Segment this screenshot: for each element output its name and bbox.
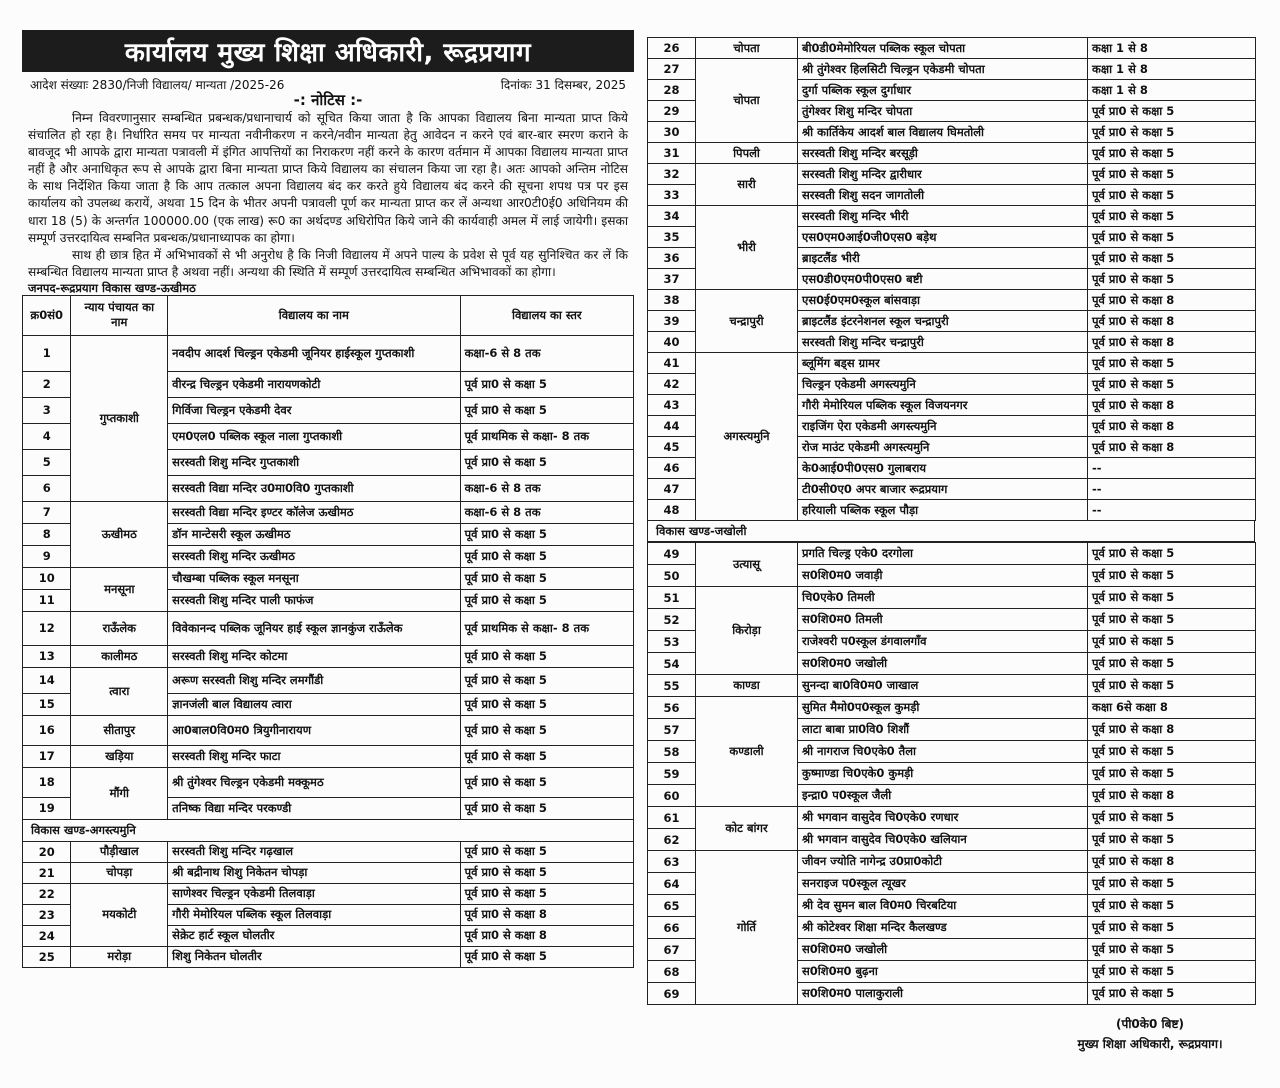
panchayat-name: भीरी xyxy=(696,206,798,290)
serial-number: 39 xyxy=(648,311,696,332)
reference-line xyxy=(22,72,634,90)
school-name: राजेश्वरी प0स्कूल डंगवालगाँव xyxy=(798,631,1088,653)
serial-number: 53 xyxy=(648,631,696,653)
school-level: पूर्व प्रा0 से कक्षा 5 xyxy=(460,841,633,862)
school-name: श्री बद्रीनाथ शिशु निकेतन चोपड़ा xyxy=(168,862,460,883)
panchayat-name: कोट बांगर xyxy=(696,807,798,851)
panchayat-name: चोपड़ा xyxy=(71,862,168,883)
school-level: कक्षा 1 से 8 xyxy=(1088,80,1256,101)
serial-number: 36 xyxy=(648,248,696,269)
school-name: लाटा बाबा प्रा0वि0 शिशौं xyxy=(798,719,1088,741)
school-level: कक्षा-6 से 8 तक xyxy=(460,335,633,371)
serial-number: 51 xyxy=(648,587,696,609)
serial-number: 57 xyxy=(648,719,696,741)
serial-number: 44 xyxy=(648,416,696,437)
school-name: वीरन्द्र चिल्ड्रन एकेडमी नारायणकोटी xyxy=(168,371,460,397)
school-name: सरस्वती शिशु मन्दिर फाटा xyxy=(168,745,460,767)
school-name: ब्राइटलैंड इंटरनेशनल स्कूल चन्द्रापुरी xyxy=(798,311,1088,332)
school-name: विवेकानन्द पब्लिक जूनियर हाई स्कूल ज्ञानकुंज राऊँलेक xyxy=(168,611,460,645)
header-level: विद्यालय का स्तर xyxy=(460,295,633,335)
school-level: पूर्व प्रा0 से कक्षा 5 xyxy=(1088,653,1256,675)
school-level: पूर्व प्रा0 से कक्षा 8 xyxy=(1088,290,1256,311)
serial-number: 37 xyxy=(648,269,696,290)
school-level: पूर्व प्रा0 से कक्षा 5 xyxy=(460,745,633,767)
table-row xyxy=(23,611,634,645)
school-name: एम0एल0 पब्लिक स्कूल नाला गुप्तकाशी xyxy=(168,423,460,449)
serial-number: 10 xyxy=(23,567,71,589)
school-level: पूर्व प्रा0 से कक्षा 5 xyxy=(1088,873,1256,895)
panchayat-name: उत्यासू xyxy=(696,543,798,587)
ukhimath-table xyxy=(22,295,634,820)
serial-number: 6 xyxy=(23,475,71,501)
school-level: पूर्व प्रा0 से कक्षा 8 xyxy=(1088,851,1256,873)
school-level: पूर्व प्रा0 से कक्षा 5 xyxy=(1088,807,1256,829)
school-level: पूर्व प्रा0 से कक्षा 5 xyxy=(1088,631,1256,653)
school-level: पूर्व प्रा0 से कक्षा 5 xyxy=(1088,248,1256,269)
school-level: पूर्व प्रा0 से कक्षा 5 xyxy=(460,715,633,745)
school-name: श्री तुंगेश्वर चिल्ड्रन एकेडमी मक्कूमठ xyxy=(168,767,460,797)
school-name: स0शि0म0 पालाकुराली xyxy=(798,983,1088,1005)
school-name: श्री देव सुमन बाल वि0म0 चिरबटिया xyxy=(798,895,1088,917)
panchayat-name: किरोड़ा xyxy=(696,587,798,675)
school-level: पूर्व प्रा0 से कक्षा 5 xyxy=(460,667,633,693)
serial-number: 29 xyxy=(648,101,696,122)
panchayat-name: कण्डाली xyxy=(696,697,798,807)
school-level: पूर्व प्रा0 से कक्षा 5 xyxy=(460,523,633,545)
serial-number: 42 xyxy=(648,374,696,395)
school-name: राइजिंग ऐरा एकेडमी अगस्त्यमुनि xyxy=(798,416,1088,437)
header-sno: क्र0सं0 xyxy=(23,295,71,335)
school-name: सरस्वती शिशु सदन जागतोली xyxy=(798,185,1088,206)
school-name: एस0एम0आई0जी0एस0 बड़ेथ xyxy=(798,227,1088,248)
serial-number: 34 xyxy=(648,206,696,227)
school-name: श्री कोटेश्वर शिक्षा मन्दिर कैलखण्ड xyxy=(798,917,1088,939)
school-level: पूर्व प्रा0 से कक्षा 5 xyxy=(1088,895,1256,917)
serial-number: 43 xyxy=(648,395,696,416)
school-level: पूर्व प्रा0 से कक्षा 5 xyxy=(460,645,633,667)
serial-number: 30 xyxy=(648,122,696,143)
table-row xyxy=(648,807,1256,829)
table-row xyxy=(648,697,1256,719)
school-level: पूर्व प्रा0 से कक्षा 5 xyxy=(1088,185,1256,206)
school-level: पूर्व प्रा0 से कक्षा 8 xyxy=(1088,311,1256,332)
panchayat-name: सीतापुर xyxy=(71,715,168,745)
panchayat-name: राऊँलेक xyxy=(71,611,168,645)
serial-number: 56 xyxy=(648,697,696,719)
school-level: कक्षा 6से कक्षा 8 xyxy=(1088,697,1256,719)
serial-number: 9 xyxy=(23,545,71,567)
serial-number: 31 xyxy=(648,143,696,164)
school-name: सरस्वती शिशु मन्दिर द्वारीधार xyxy=(798,164,1088,185)
serial-number: 15 xyxy=(23,693,71,715)
school-level: पूर्व प्राथमिक से कक्षा- 8 तक xyxy=(460,423,633,449)
serial-number: 48 xyxy=(648,500,696,521)
serial-number: 17 xyxy=(23,745,71,767)
panchayat-name: चोपता xyxy=(696,38,798,59)
serial-number: 27 xyxy=(648,59,696,80)
left-column xyxy=(22,30,634,1052)
school-name: ज्ञानजंली बाल विद्यालय त्वारा xyxy=(168,693,460,715)
serial-number: 38 xyxy=(648,290,696,311)
serial-number: 46 xyxy=(648,458,696,479)
school-level: पूर्व प्रा0 से कक्षा 5 xyxy=(1088,164,1256,185)
school-level: पूर्व प्रा0 से कक्षा 5 xyxy=(1088,939,1256,961)
table-row xyxy=(648,851,1256,873)
officer-designation: मुख्य शिक्षा अधिकारी, रूद्रप्रयाग। xyxy=(1077,1037,1223,1051)
school-level: पूर्व प्रा0 से कक्षा 5 xyxy=(1088,101,1256,122)
panchayat-name: मनसूना xyxy=(71,567,168,611)
notice-heading: -: नोटिस :- xyxy=(293,91,363,109)
table-row xyxy=(23,667,634,693)
panchayat-name: चोपता xyxy=(696,59,798,143)
table-row xyxy=(648,164,1256,185)
serial-number: 32 xyxy=(648,164,696,185)
serial-number: 65 xyxy=(648,895,696,917)
panchayat-name: खड़िया xyxy=(71,745,168,767)
order-date: दिनांकः 31 दिसम्बर, 2025 xyxy=(500,78,626,92)
serial-number: 69 xyxy=(648,983,696,1005)
school-name: सरस्वती विद्या मन्दिर उ0मा0वि0 गुप्तकाशी xyxy=(168,475,460,501)
serial-number: 22 xyxy=(23,883,71,904)
district-block-title: जनपद-रूद्रप्रयाग विकास खण्ड-ऊखीमठ xyxy=(28,280,196,295)
school-level: पूर्व प्रा0 से कक्षा 8 xyxy=(460,904,633,925)
serial-number: 47 xyxy=(648,479,696,500)
school-level: पूर्व प्रा0 से कक्षा 5 xyxy=(1088,829,1256,851)
school-name: गिर्विजा चिल्ड्रन एकेडमी देवर xyxy=(168,397,460,423)
school-name: सरस्वती शिशु मन्दिर बरसूड़ी xyxy=(798,143,1088,164)
table-row xyxy=(648,206,1256,227)
serial-number: 60 xyxy=(648,785,696,807)
serial-number: 3 xyxy=(23,397,71,423)
right-column xyxy=(647,37,1255,1005)
school-level: -- xyxy=(1088,500,1256,521)
table-row xyxy=(23,841,634,862)
serial-number: 11 xyxy=(23,589,71,611)
school-name: तनिष्क विद्या मन्दिर परकण्डी xyxy=(168,797,460,819)
serial-number: 16 xyxy=(23,715,71,745)
school-level: पूर्व प्रा0 से कक्षा 8 xyxy=(460,925,633,946)
officer-name: (पी0के0 बिष्ट) xyxy=(1116,1017,1184,1031)
table-row xyxy=(648,38,1256,59)
panchayat-name: अगस्त्यमुनि xyxy=(696,353,798,521)
section-agastyamuni: विकास खण्ड-अगस्त्यमुनि xyxy=(22,820,634,841)
serial-number: 7 xyxy=(23,501,71,523)
header-school: विद्यालय का नाम xyxy=(168,295,460,335)
school-level: पूर्व प्रा0 से कक्षा 5 xyxy=(1088,143,1256,164)
panchayat-name: त्वारा xyxy=(71,667,168,715)
school-name: स0शि0म0 जखोली xyxy=(798,939,1088,961)
school-name: चि0एके0 तिमली xyxy=(798,587,1088,609)
serial-number: 28 xyxy=(648,80,696,101)
panchayat-name: मरोड़ा xyxy=(71,946,168,967)
panchayat-name: मयकोटी xyxy=(71,883,168,946)
table-row xyxy=(23,645,634,667)
school-name: स0शि0म0 तिमली xyxy=(798,609,1088,631)
school-name: टी0सी0ए0 अपर बाजार रूद्रप्रयाग xyxy=(798,479,1088,500)
serial-number: 59 xyxy=(648,763,696,785)
order-number: आदेश संख्याः 2830/निजी विद्यालय/ मान्यता /2025-26 xyxy=(30,78,285,92)
table-row xyxy=(23,946,634,967)
serial-number: 52 xyxy=(648,609,696,631)
serial-number: 26 xyxy=(648,38,696,59)
school-name: के0आई0पी0एस0 गुलाबराय xyxy=(798,458,1088,479)
school-name: श्री कार्तिकेय आदर्श बाल विद्यालय घिमतोली xyxy=(798,122,1088,143)
panchayat-name: गोर्ति xyxy=(696,851,798,1005)
serial-number: 4 xyxy=(23,423,71,449)
school-level: पूर्व प्रा0 से कक्षा 5 xyxy=(460,862,633,883)
school-name: बी0डी0मेमोरियल पब्लिक स्कूल चोपता xyxy=(798,38,1088,59)
serial-number: 50 xyxy=(648,565,696,587)
serial-number: 58 xyxy=(648,741,696,763)
school-level: पूर्व प्रा0 से कक्षा 5 xyxy=(460,449,633,475)
school-level: पूर्व प्रा0 से कक्षा 5 xyxy=(460,767,633,797)
serial-number: 2 xyxy=(23,371,71,397)
school-name: दुर्गा पब्लिक स्कूल दुर्गाधार xyxy=(798,80,1088,101)
table-row xyxy=(23,862,634,883)
serial-number: 8 xyxy=(23,523,71,545)
school-level: पूर्व प्रा0 से कक्षा 5 xyxy=(1088,741,1256,763)
school-name: प्रगति चिल्ड्र एके0 दरगोला xyxy=(798,543,1088,565)
school-name: सरस्वती शिशु मन्दिर ऊखीमठ xyxy=(168,545,460,567)
school-level: पूर्व प्रा0 से कक्षा 5 xyxy=(460,883,633,904)
school-level: पूर्व प्रा0 से कक्षा 5 xyxy=(460,946,633,967)
school-level: पूर्व प्रा0 से कक्षा 5 xyxy=(1088,763,1256,785)
school-level: पूर्व प्रा0 से कक्षा 5 xyxy=(1088,983,1256,1005)
serial-number: 19 xyxy=(23,797,71,819)
school-name: स0शि0म0 बुढ़ना xyxy=(798,961,1088,983)
table-row xyxy=(648,143,1256,164)
school-level: पूर्व प्रा0 से कक्षा 5 xyxy=(1088,269,1256,290)
serial-number: 55 xyxy=(648,675,696,697)
serial-number: 67 xyxy=(648,939,696,961)
school-name: आ0बाल0वि0म0 त्रियुगीनारायण xyxy=(168,715,460,745)
panchayat-name: पौड़ीखाल xyxy=(71,841,168,862)
panchayat-name: सारी xyxy=(696,164,798,206)
school-name: सुनन्दा बा0वि0म0 जाखाल xyxy=(798,675,1088,697)
table-row xyxy=(648,675,1256,697)
school-level: पूर्व प्रा0 से कक्षा 5 xyxy=(1088,565,1256,587)
school-level: पूर्व प्रा0 से कक्षा 5 xyxy=(1088,587,1256,609)
school-level: पूर्व प्रा0 से कक्षा 5 xyxy=(1088,675,1256,697)
school-name: श्री नागराज चि0एके0 तैला xyxy=(798,741,1088,763)
serial-number: 68 xyxy=(648,961,696,983)
serial-number: 61 xyxy=(648,807,696,829)
school-name: सरस्वती शिशु मन्दिर भीरी xyxy=(798,206,1088,227)
panchayat-name: पिपली xyxy=(696,143,798,164)
school-name: सरस्वती विद्या मन्दिर इण्टर कॉलेज ऊखीमठ xyxy=(168,501,460,523)
school-name: ब्राइटलैंड भीरी xyxy=(798,248,1088,269)
serial-number: 40 xyxy=(648,332,696,353)
panchayat-name: ऊखीमठ xyxy=(71,501,168,567)
school-name: शिशु निकेतन घोलतीर xyxy=(168,946,460,967)
school-name: हरियाली पब्लिक स्कूल पौड़ा xyxy=(798,500,1088,521)
school-name: स0शि0म0 जखोली xyxy=(798,653,1088,675)
school-name: गौरी मेमोरियल पब्लिक स्कूल तिलवाड़ा xyxy=(168,904,460,925)
table-row xyxy=(23,567,634,589)
school-level: पूर्व प्रा0 से कक्षा 5 xyxy=(460,589,633,611)
panchayat-name: चन्द्रापुरी xyxy=(696,290,798,353)
school-level: कक्षा 1 से 8 xyxy=(1088,59,1256,80)
panchayat-name: कालीमठ xyxy=(71,645,168,667)
table-row xyxy=(648,59,1256,80)
office-title: कार्यालय मुख्य शिक्षा अधिकारी, रूद्रप्रयाग xyxy=(22,30,634,72)
table-row xyxy=(648,543,1256,565)
school-level: पूर्व प्रा0 से कक्षा 5 xyxy=(460,797,633,819)
serial-number: 33 xyxy=(648,185,696,206)
agastyamuni-table-left xyxy=(22,841,634,968)
jakholi-table xyxy=(647,542,1256,1005)
serial-number: 1 xyxy=(23,335,71,371)
school-name: डॉन मान्टेसरी स्कूल ऊखीमठ xyxy=(168,523,460,545)
table-row xyxy=(23,767,634,797)
school-name: एस0ई0एम0स्कूल बांसवाड़ा xyxy=(798,290,1088,311)
panchayat-name: गुप्तकाशी xyxy=(71,335,168,501)
school-level: पूर्व प्रा0 से कक्षा 5 xyxy=(460,567,633,589)
table-row xyxy=(648,587,1256,609)
school-level: पूर्व प्रा0 से कक्षा 5 xyxy=(1088,543,1256,565)
school-level: पूर्व प्रा0 से कक्षा 8 xyxy=(1088,332,1256,353)
school-level: -- xyxy=(1088,458,1256,479)
school-name: जीवन ज्योति नागेन्द्र उ0प्रा0कोटी xyxy=(798,851,1088,873)
school-level: पूर्व प्रा0 से कक्षा 8 xyxy=(1088,719,1256,741)
school-name: सरस्वती शिशु मन्दिर चन्द्रापुरी xyxy=(798,332,1088,353)
school-level: पूर्व प्रा0 से कक्षा 5 xyxy=(1088,917,1256,939)
serial-number: 13 xyxy=(23,645,71,667)
serial-number: 12 xyxy=(23,611,71,645)
table-row xyxy=(23,745,634,767)
school-name: श्री भगवान वासुदेव चि0एके0 खलियान xyxy=(798,829,1088,851)
school-level: पूर्व प्रा0 से कक्षा 5 xyxy=(460,545,633,567)
serial-number: 35 xyxy=(648,227,696,248)
school-level: पूर्व प्रा0 से कक्षा 8 xyxy=(1088,785,1256,807)
school-level: कक्षा-6 से 8 तक xyxy=(460,475,633,501)
school-name: ब्लूमिंग बड्स ग्रामर xyxy=(798,353,1088,374)
school-level: कक्षा 1 से 8 xyxy=(1088,38,1256,59)
school-name: श्री तुंगेश्वर हिलसिटी चिल्ड्रन एकेडमी चोपता xyxy=(798,59,1088,80)
serial-number: 18 xyxy=(23,767,71,797)
school-name: इन्द्रा0 प0स्कूल जैली xyxy=(798,785,1088,807)
notice-paragraph-1: निम्न विवरणानुसार सम्बन्धित प्रबन्धक/प्रधानाचार्य को सूचित किया जाता है कि आपका विद्यालय बिना मान्यता प्राप्त किये संचालित हो रहा है। निर्धारित समय पर मान्यता नवीनीकरण न करने/नवीन मान्यता हेतु आवेदन न करने एवं बार-बार स्मरण कराने के बावजूद भी आपके द्वारा मान्यता पत्रावली में इंगित आपत्तियों का निराकरण नहीं करने के कारण वर्तमान में आपका विद्यालय मान्यता प्राप्त नहीं है और अनाधिकृत रूप से आपके द्वारा बिना मान्यता प्राप्त किये विद्यालय का संचालन किया जा रहा है। अतः आपको अन्तिम नोटिस के साथ निर्देशित किया जाता है कि आप तत्काल अपना विद्यालय बंद कर करते हुये विद्यालय बंद करने की सूचना शपथ पत्र पर इस कार्यालय को उपलब्ध करायें, अथवा 15 दिन के भीतर अपनी पत्रावली पूर्ण कर मान्यता प्राप्त कर लें अन्यथा आर0टी0ई0 अधिनियम की धारा 18 (5) के अन्तर्गत 100000.00 (एक लाख) रू0 का अर्थदण्ड अधिरोपित किये जाने की कार्यवाही अमल में लाई जायेगी। इसका सम्पूर्ण उत्तरदायित्व सम्बनित प्रबन्धक/प्रधानाध्यापक का होगा। xyxy=(28,111,628,245)
serial-number: 24 xyxy=(23,925,71,946)
serial-number: 62 xyxy=(648,829,696,851)
serial-number: 41 xyxy=(648,353,696,374)
school-level: पूर्व प्रा0 से कक्षा 8 xyxy=(1088,437,1256,458)
signature-block xyxy=(1040,1014,1260,1054)
serial-number: 23 xyxy=(23,904,71,925)
serial-number: 14 xyxy=(23,667,71,693)
school-name: साणेश्वर चिल्ड्रन एकेडमी तिलवाड़ा xyxy=(168,883,460,904)
table-row xyxy=(23,335,634,371)
table-row xyxy=(648,290,1256,311)
school-level: पूर्व प्रा0 से कक्षा 5 xyxy=(1088,227,1256,248)
school-level: पूर्व प्रा0 से कक्षा 5 xyxy=(1088,353,1256,374)
school-name: अरूण सरस्वती शिशु मन्दिर लमगौंडी xyxy=(168,667,460,693)
table-row xyxy=(23,715,634,745)
school-name: चिल्ड्रन एकेडमी अगस्त्यमुनि xyxy=(798,374,1088,395)
table-row xyxy=(23,501,634,523)
school-name: सेक्रेट हार्ट स्कूल घोलतीर xyxy=(168,925,460,946)
school-name: एस0डी0एम0पी0एस0 बष्टी xyxy=(798,269,1088,290)
school-level: पूर्व प्रा0 से कक्षा 8 xyxy=(1088,416,1256,437)
serial-number: 5 xyxy=(23,449,71,475)
school-name: चौखम्बा पब्लिक स्कूल मनसूना xyxy=(168,567,460,589)
school-name: कुष्माण्डा चि0एके0 कुमड़ी xyxy=(798,763,1088,785)
serial-number: 45 xyxy=(648,437,696,458)
school-level: पूर्व प्रा0 से कक्षा 5 xyxy=(1088,961,1256,983)
serial-number: 66 xyxy=(648,917,696,939)
serial-number: 25 xyxy=(23,946,71,967)
table-row xyxy=(648,353,1256,374)
school-name: सरस्वती शिशु मन्दिर पाली फाफंज xyxy=(168,589,460,611)
school-level: पूर्व प्रा0 से कक्षा 8 xyxy=(1088,395,1256,416)
school-level: -- xyxy=(1088,479,1256,500)
section-jakholi: विकास खण्ड-जखोली xyxy=(647,521,1255,542)
table-header-row xyxy=(23,295,634,335)
school-level: पूर्व प्राथमिक से कक्षा- 8 तक xyxy=(460,611,633,645)
agastyamuni-table-right xyxy=(647,37,1256,521)
serial-number: 20 xyxy=(23,841,71,862)
school-name: सरस्वती शिशु मन्दिर कोटमा xyxy=(168,645,460,667)
school-level: पूर्व प्रा0 से कक्षा 5 xyxy=(1088,122,1256,143)
school-level: पूर्व प्रा0 से कक्षा 5 xyxy=(460,397,633,423)
serial-number: 63 xyxy=(648,851,696,873)
table-row xyxy=(23,883,634,904)
school-name: तुंगेश्वर शिशु मन्दिर चोपता xyxy=(798,101,1088,122)
school-level: पूर्व प्रा0 से कक्षा 5 xyxy=(1088,374,1256,395)
school-level: पूर्व प्रा0 से कक्षा 5 xyxy=(1088,609,1256,631)
school-level: पूर्व प्रा0 से कक्षा 5 xyxy=(460,371,633,397)
school-name: सरस्वती शिशु मन्दिर गुप्तकाशी xyxy=(168,449,460,475)
serial-number: 64 xyxy=(648,873,696,895)
school-name: सनराइज प0स्कूल त्यूखर xyxy=(798,873,1088,895)
school-level: कक्षा-6 से 8 तक xyxy=(460,501,633,523)
school-level: पूर्व प्रा0 से कक्षा 5 xyxy=(460,693,633,715)
panchayat-name: काण्डा xyxy=(696,675,798,697)
panchayat-name: मौंगी xyxy=(71,767,168,819)
serial-number: 54 xyxy=(648,653,696,675)
school-name: स0शि0म0 जवाड़ी xyxy=(798,565,1088,587)
school-level: पूर्व प्रा0 से कक्षा 5 xyxy=(1088,206,1256,227)
header-panchayat: न्याय पंचायत का नाम xyxy=(71,295,168,335)
serial-number: 49 xyxy=(648,543,696,565)
school-name: सुमित मैमो0प0स्कूल कुमड़ी xyxy=(798,697,1088,719)
notice-paragraph-2: साथ ही छात्र हित में अभिभावकों से भी अनुरोध है कि निजी विद्यालय में अपने पाल्य के प्रवेश से पूर्व यह सुनिश्चित कर लें कि सम्बन्धित विद्यालय मान्यता प्राप्त है अथवा नहीं। अन्यथा की स्थिति में सम्पूर्ण उत्तरदायित्व सम्बन्धित अभिभावकों का होगा। xyxy=(28,247,628,279)
school-name: श्री भगवान वासुदेव चि0एके0 रणधार xyxy=(798,807,1088,829)
school-name: नवदीप आदर्श चिल्ड्रन एकेडमी जूनियर हाईस्कूल गुप्तकाशी xyxy=(168,335,460,371)
serial-number: 21 xyxy=(23,862,71,883)
school-name: सरस्वती शिशु मन्दिर गढ़खाल xyxy=(168,841,460,862)
school-name: गौरी मेमोरियल पब्लिक स्कूल विजयनगर xyxy=(798,395,1088,416)
school-name: रोज माउंट एकेडमी अगस्त्यमुनि xyxy=(798,437,1088,458)
